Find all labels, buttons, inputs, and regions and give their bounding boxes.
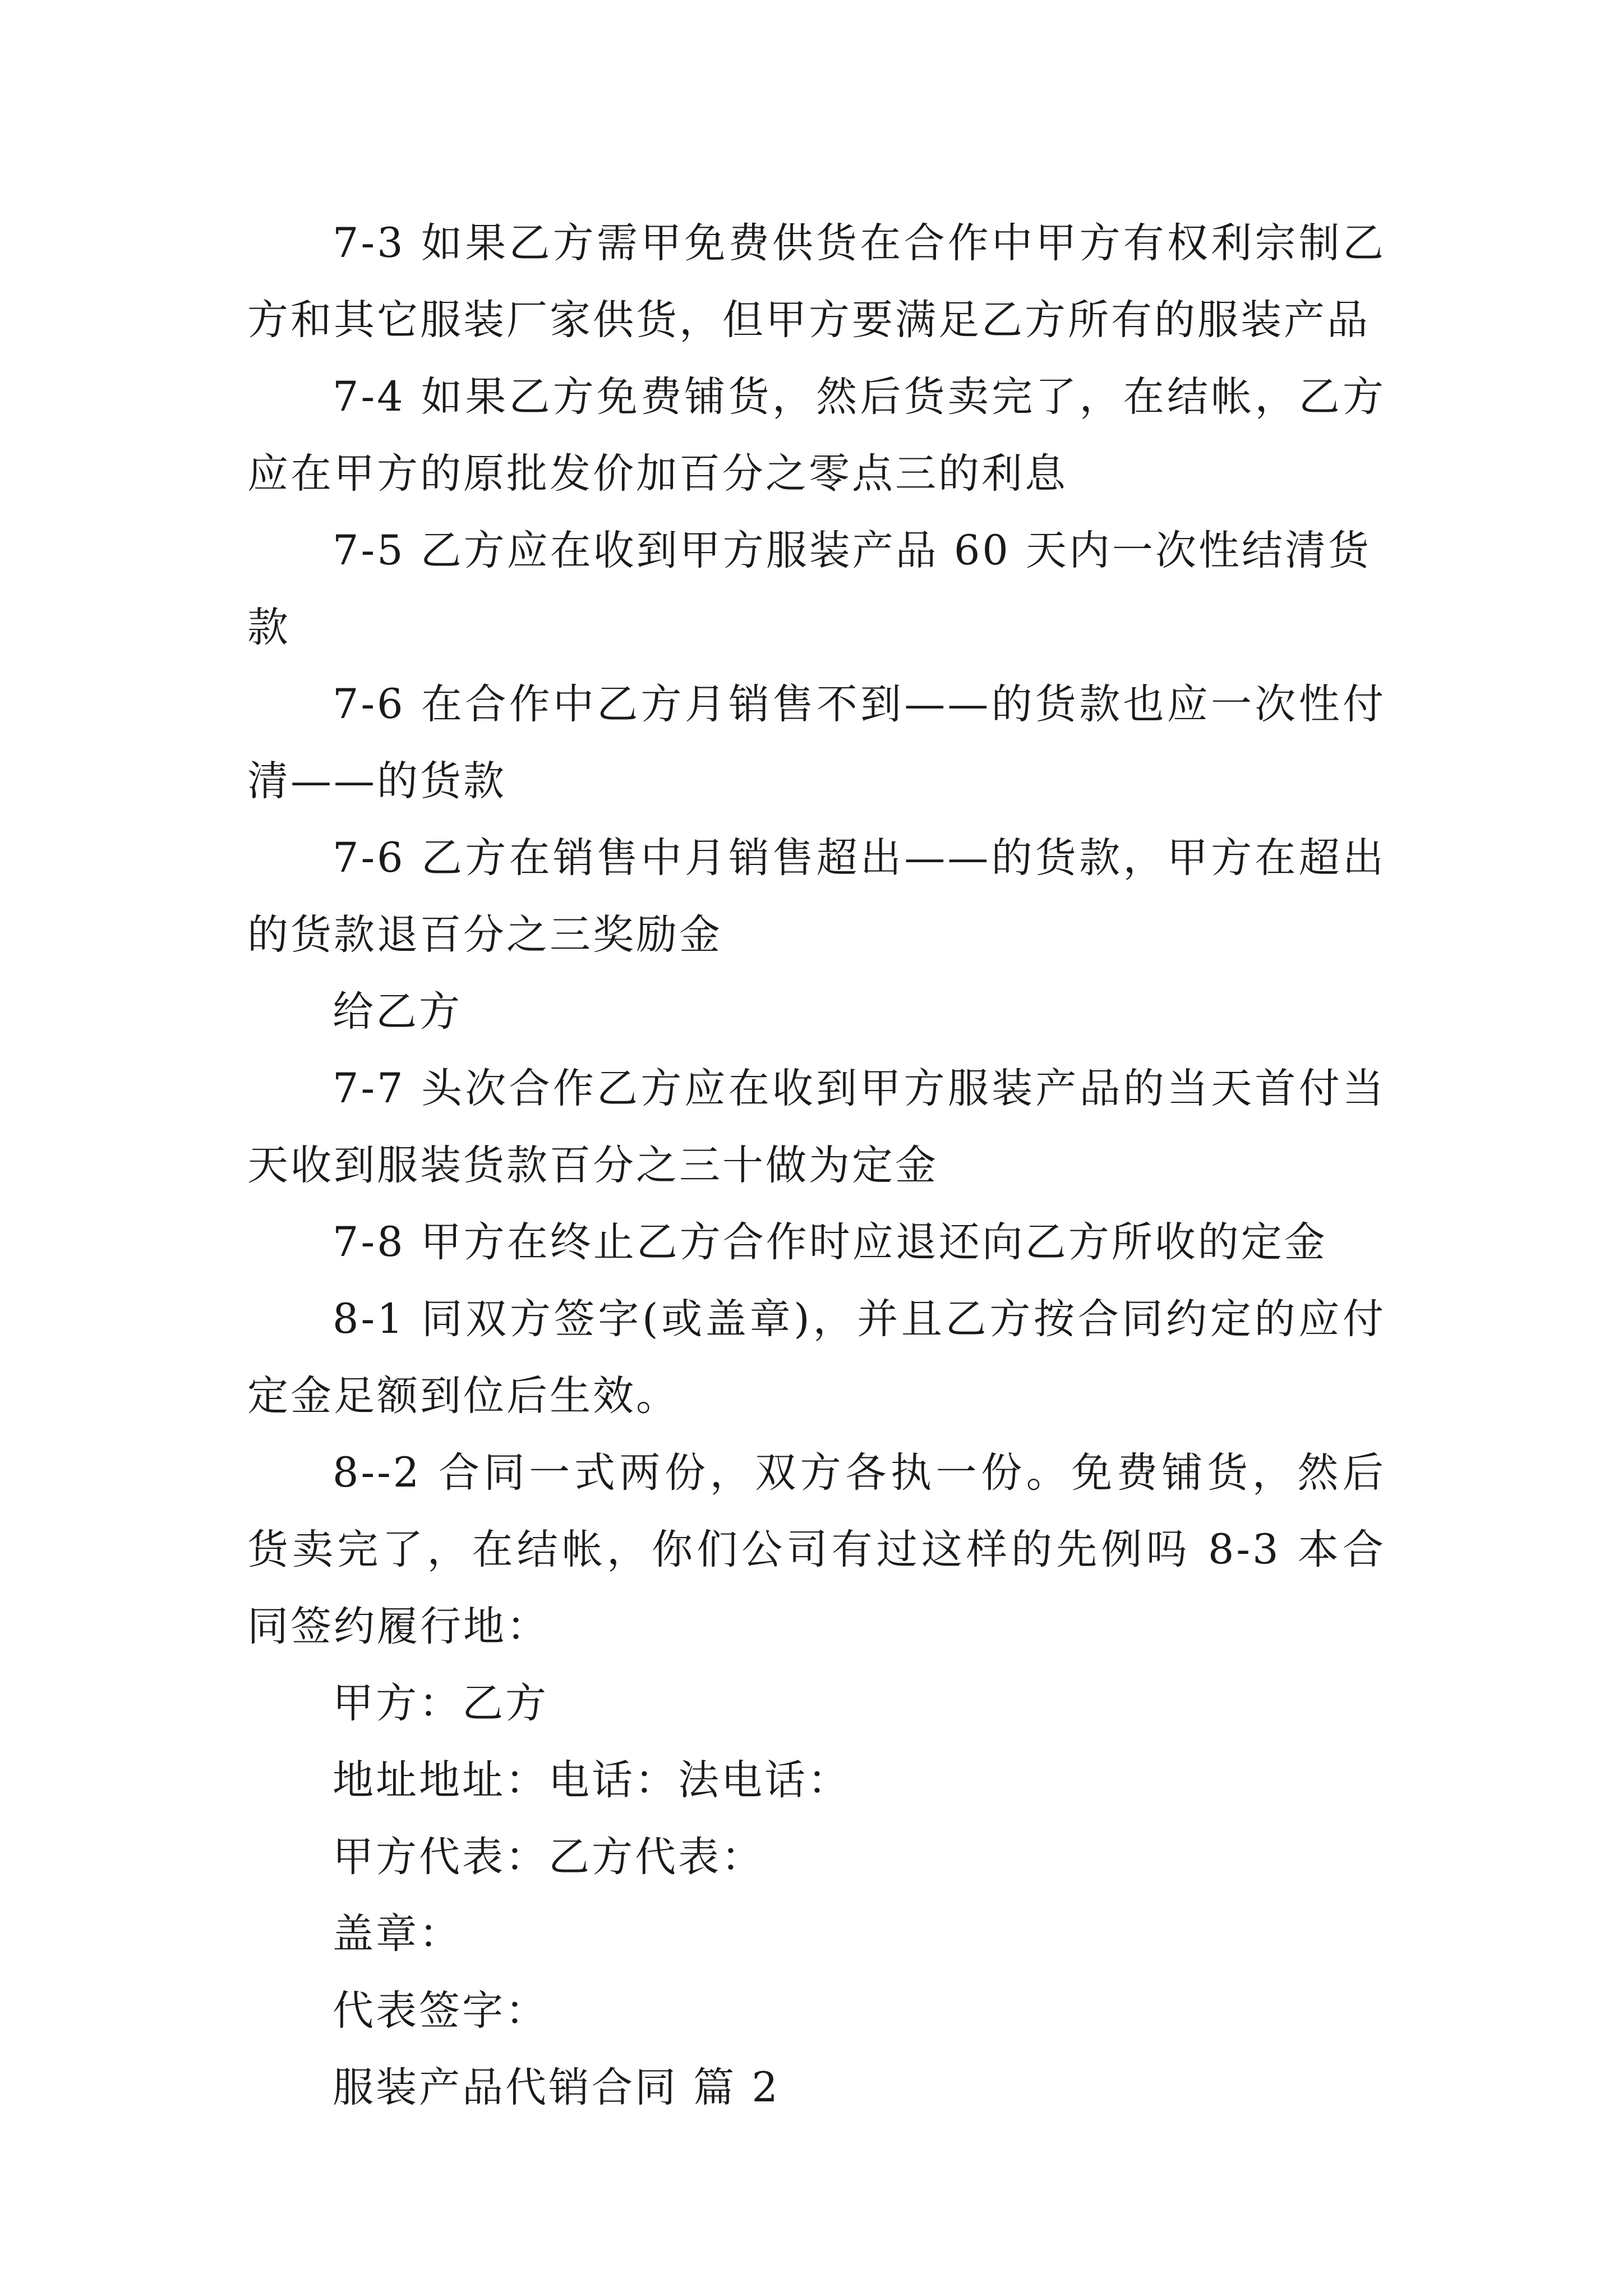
clause-7-7: 7-7 头次合作乙方应在收到甲方服装产品的当天首付当天收到服装货款百分之三十做为定金 (247, 1065, 1386, 1189)
clause-7-8: 7-8 甲方在终止乙方合作时应退还向乙方所收的定金 (333, 1218, 1327, 1266)
clause-7-6-b: 7-6 乙方在销售中月销售超出——的货款，甲方在超出的货款退百分之三奖励金 (247, 834, 1386, 959)
clause-7-5: 7-5 乙方应在收到甲方服装产品 60 天内一次性结清货款 (247, 527, 1372, 651)
signature-seal: 盖章： (333, 1910, 462, 1958)
clause-7-3: 7-3 如果乙方需甲免费供货在合作中甲方有权利宗制乙方和其它服装厂家供货，但甲方要满足乙方所有的服装产品 (247, 219, 1386, 344)
clause-7-6-b-continued: 给乙方 (333, 988, 462, 1036)
clause-7-6-a: 7-6 在合作中乙方月销售不到——的货款也应一次性付清——的货款 (247, 680, 1386, 805)
document-body (247, 205, 1386, 2126)
clause-8-2: 8--2 合同一式两份，双方各执一份。免费铺货，然后货卖完了，在结帐，你们公司有过这样的先例吗 8-3 本合同签约履行地： (247, 1449, 1386, 1650)
signature-parties: 甲方：乙方 (333, 1680, 548, 1727)
signature-sign: 代表签字： (333, 1987, 548, 2035)
clause-7-4: 7-4 如果乙方免费铺货，然后货卖完了，在结帐，乙方应在甲方的原批发价加百分之零点三的利息 (247, 373, 1386, 498)
section-heading: 服装产品代销合同 篇 2 (333, 2064, 780, 2111)
signature-address-phone: 地址地址：电话：法电话： (333, 1756, 851, 1804)
signature-representatives: 甲方代表：乙方代表： (333, 1833, 764, 1881)
clause-8-1: 8-1 同双方签字(或盖章)，并且乙方按合同约定的应付定金足额到位后生效。 (247, 1295, 1386, 1420)
